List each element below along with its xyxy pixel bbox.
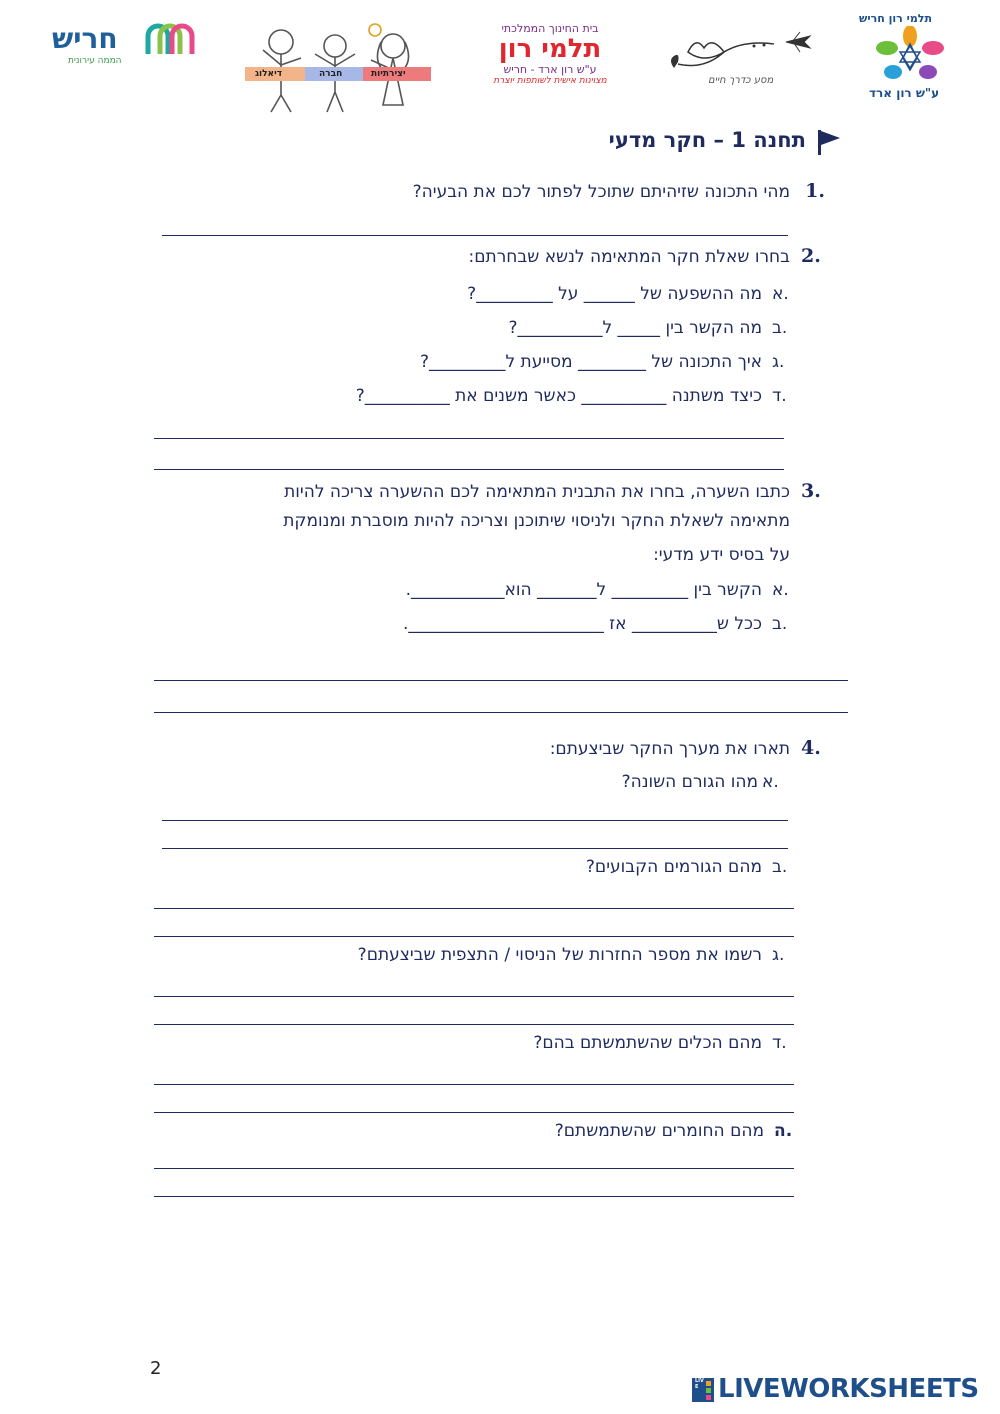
- q1-answer-line[interactable]: [162, 235, 788, 236]
- q2-text: בחרו שאלת חקר המתאימה לנשא שבחרתם:: [468, 247, 790, 267]
- value-creativity: יצירתיות: [371, 69, 406, 79]
- q2-item-letter: ד.: [772, 386, 787, 406]
- q2-item-c[interactable]: איך התכונה של ________ מסייעת ל_________?: [419, 352, 762, 372]
- q4-item-letter: ה.: [774, 1121, 793, 1141]
- q2-item-b[interactable]: מה הקשר בין _____ ל__________?: [508, 318, 762, 338]
- journey-caption: מסע כדרך חיים: [708, 75, 774, 86]
- q4a-answer-line[interactable]: [162, 848, 788, 849]
- journey-logo: [664, 30, 814, 95]
- liveworksheets-wordmark: LIVEWORKSHEETS: [718, 1374, 979, 1404]
- q4-item-letter: ב.: [772, 857, 788, 877]
- value-society: חברה: [319, 69, 343, 79]
- harish-name: חריש: [52, 22, 118, 55]
- heart-plane-icon: [664, 30, 814, 75]
- q4-item-letter: ד.: [772, 1033, 787, 1053]
- q2-answer-line[interactable]: [154, 469, 784, 470]
- live-badge-text: LIVE: [695, 1378, 704, 1390]
- q2-item-letter: ב.: [772, 318, 788, 338]
- q3-text-line2: מתאימה לשאלת החקר ולניסוי שיתוכנן וצריכה להיות מוסברת ומנומקת: [283, 511, 790, 531]
- q2-number: 2.: [801, 245, 821, 267]
- q4b-answer-line[interactable]: [154, 908, 794, 909]
- q3-number: 3.: [801, 480, 821, 502]
- emblem-logo: [855, 12, 970, 102]
- q4-item-e: מהם החומרים שהשתמשתם?: [554, 1121, 764, 1141]
- school-line1: בית החינוך הממלכתי: [501, 22, 599, 35]
- q4c-answer-line[interactable]: [154, 996, 794, 997]
- q4-item-c: רשמו את מספר החזרות של הניסוי / התצפית שביצעתם?: [357, 945, 762, 965]
- q3-text-line3: על בסיס ידע מדעי:: [653, 545, 790, 565]
- q2-item-d[interactable]: כיצד משתנה __________ כאשר משנים את __________?: [355, 386, 762, 406]
- q3-item-letter: א.: [772, 580, 789, 600]
- harish-tagline: הממה עירונית: [68, 56, 122, 66]
- emblem-bottom: ע"ש רון ארד: [869, 86, 940, 100]
- q4-item-letter: א.: [762, 772, 779, 792]
- live-badge-icon: [692, 1378, 714, 1402]
- q1-text: מהי התכונה שזיהיתם שתוכל לפתור לכם את הבעיה?: [412, 182, 790, 202]
- q4-item-d: מהם הכלים שהשתמשתם בהם?: [533, 1033, 762, 1053]
- q2-item-a[interactable]: מה ההשפעה של ______ על _________?: [467, 284, 762, 304]
- flag-icon: [816, 128, 842, 156]
- q2-answer-line[interactable]: [154, 438, 784, 439]
- kids-drawing-icon: [243, 20, 433, 115]
- q4d-answer-line[interactable]: [154, 1112, 794, 1113]
- q4-number: 4.: [801, 737, 821, 759]
- q4-item-b: מהם הגורמים הקבועים?: [585, 857, 762, 877]
- q2-item-letter: א.: [772, 284, 789, 304]
- harish-logo: [50, 22, 200, 66]
- liveworksheets-brand[interactable]: [692, 1376, 992, 1406]
- page-number: 2: [150, 1358, 162, 1379]
- value-dialogue: דיאלוג: [255, 69, 283, 79]
- school-line2: תלמי רון: [498, 34, 602, 64]
- q4c-answer-line[interactable]: [154, 1024, 794, 1025]
- school-logo: [470, 22, 630, 97]
- q4d-answer-line[interactable]: [154, 1084, 794, 1085]
- emblem-top: תלמי רון חריש: [859, 12, 932, 25]
- q3-text-line1: כתבו השערה, בחרו את התבנית המתאימה לכם ההשערה צריכה להיות: [284, 482, 790, 502]
- q4-text: תארו את מערך החקר שביצעתם:: [549, 739, 790, 759]
- q3-item-a[interactable]: הקשר בין _________ ל_______ הוא___________.: [405, 580, 762, 600]
- school-line3: ע"ש רון ארד - חריש: [503, 63, 597, 76]
- values-banner-logo: [243, 20, 433, 115]
- q4e-answer-line[interactable]: [154, 1168, 794, 1169]
- q4e-answer-line[interactable]: [154, 1196, 794, 1197]
- q4-item-letter: ג.: [772, 945, 785, 965]
- q3-answer-line[interactable]: [154, 712, 848, 713]
- q2-item-letter: ג.: [772, 352, 785, 372]
- q4a-answer-line[interactable]: [162, 820, 788, 821]
- q3-item-letter: ב.: [772, 614, 788, 634]
- page-title: תחנה 1 – חקר מדעי: [608, 128, 806, 152]
- q1-number: 1.: [805, 180, 825, 202]
- school-line4: מצוינות אישית לשותפות יוצרת: [493, 76, 607, 86]
- q3-item-b[interactable]: ככל ש__________ אז _______________________.: [402, 614, 762, 634]
- q4-item-a: מהו הגורם השונה?: [621, 772, 758, 792]
- q3-answer-line[interactable]: [154, 680, 848, 681]
- star-flower-icon: [873, 26, 948, 86]
- q4b-answer-line[interactable]: [154, 936, 794, 937]
